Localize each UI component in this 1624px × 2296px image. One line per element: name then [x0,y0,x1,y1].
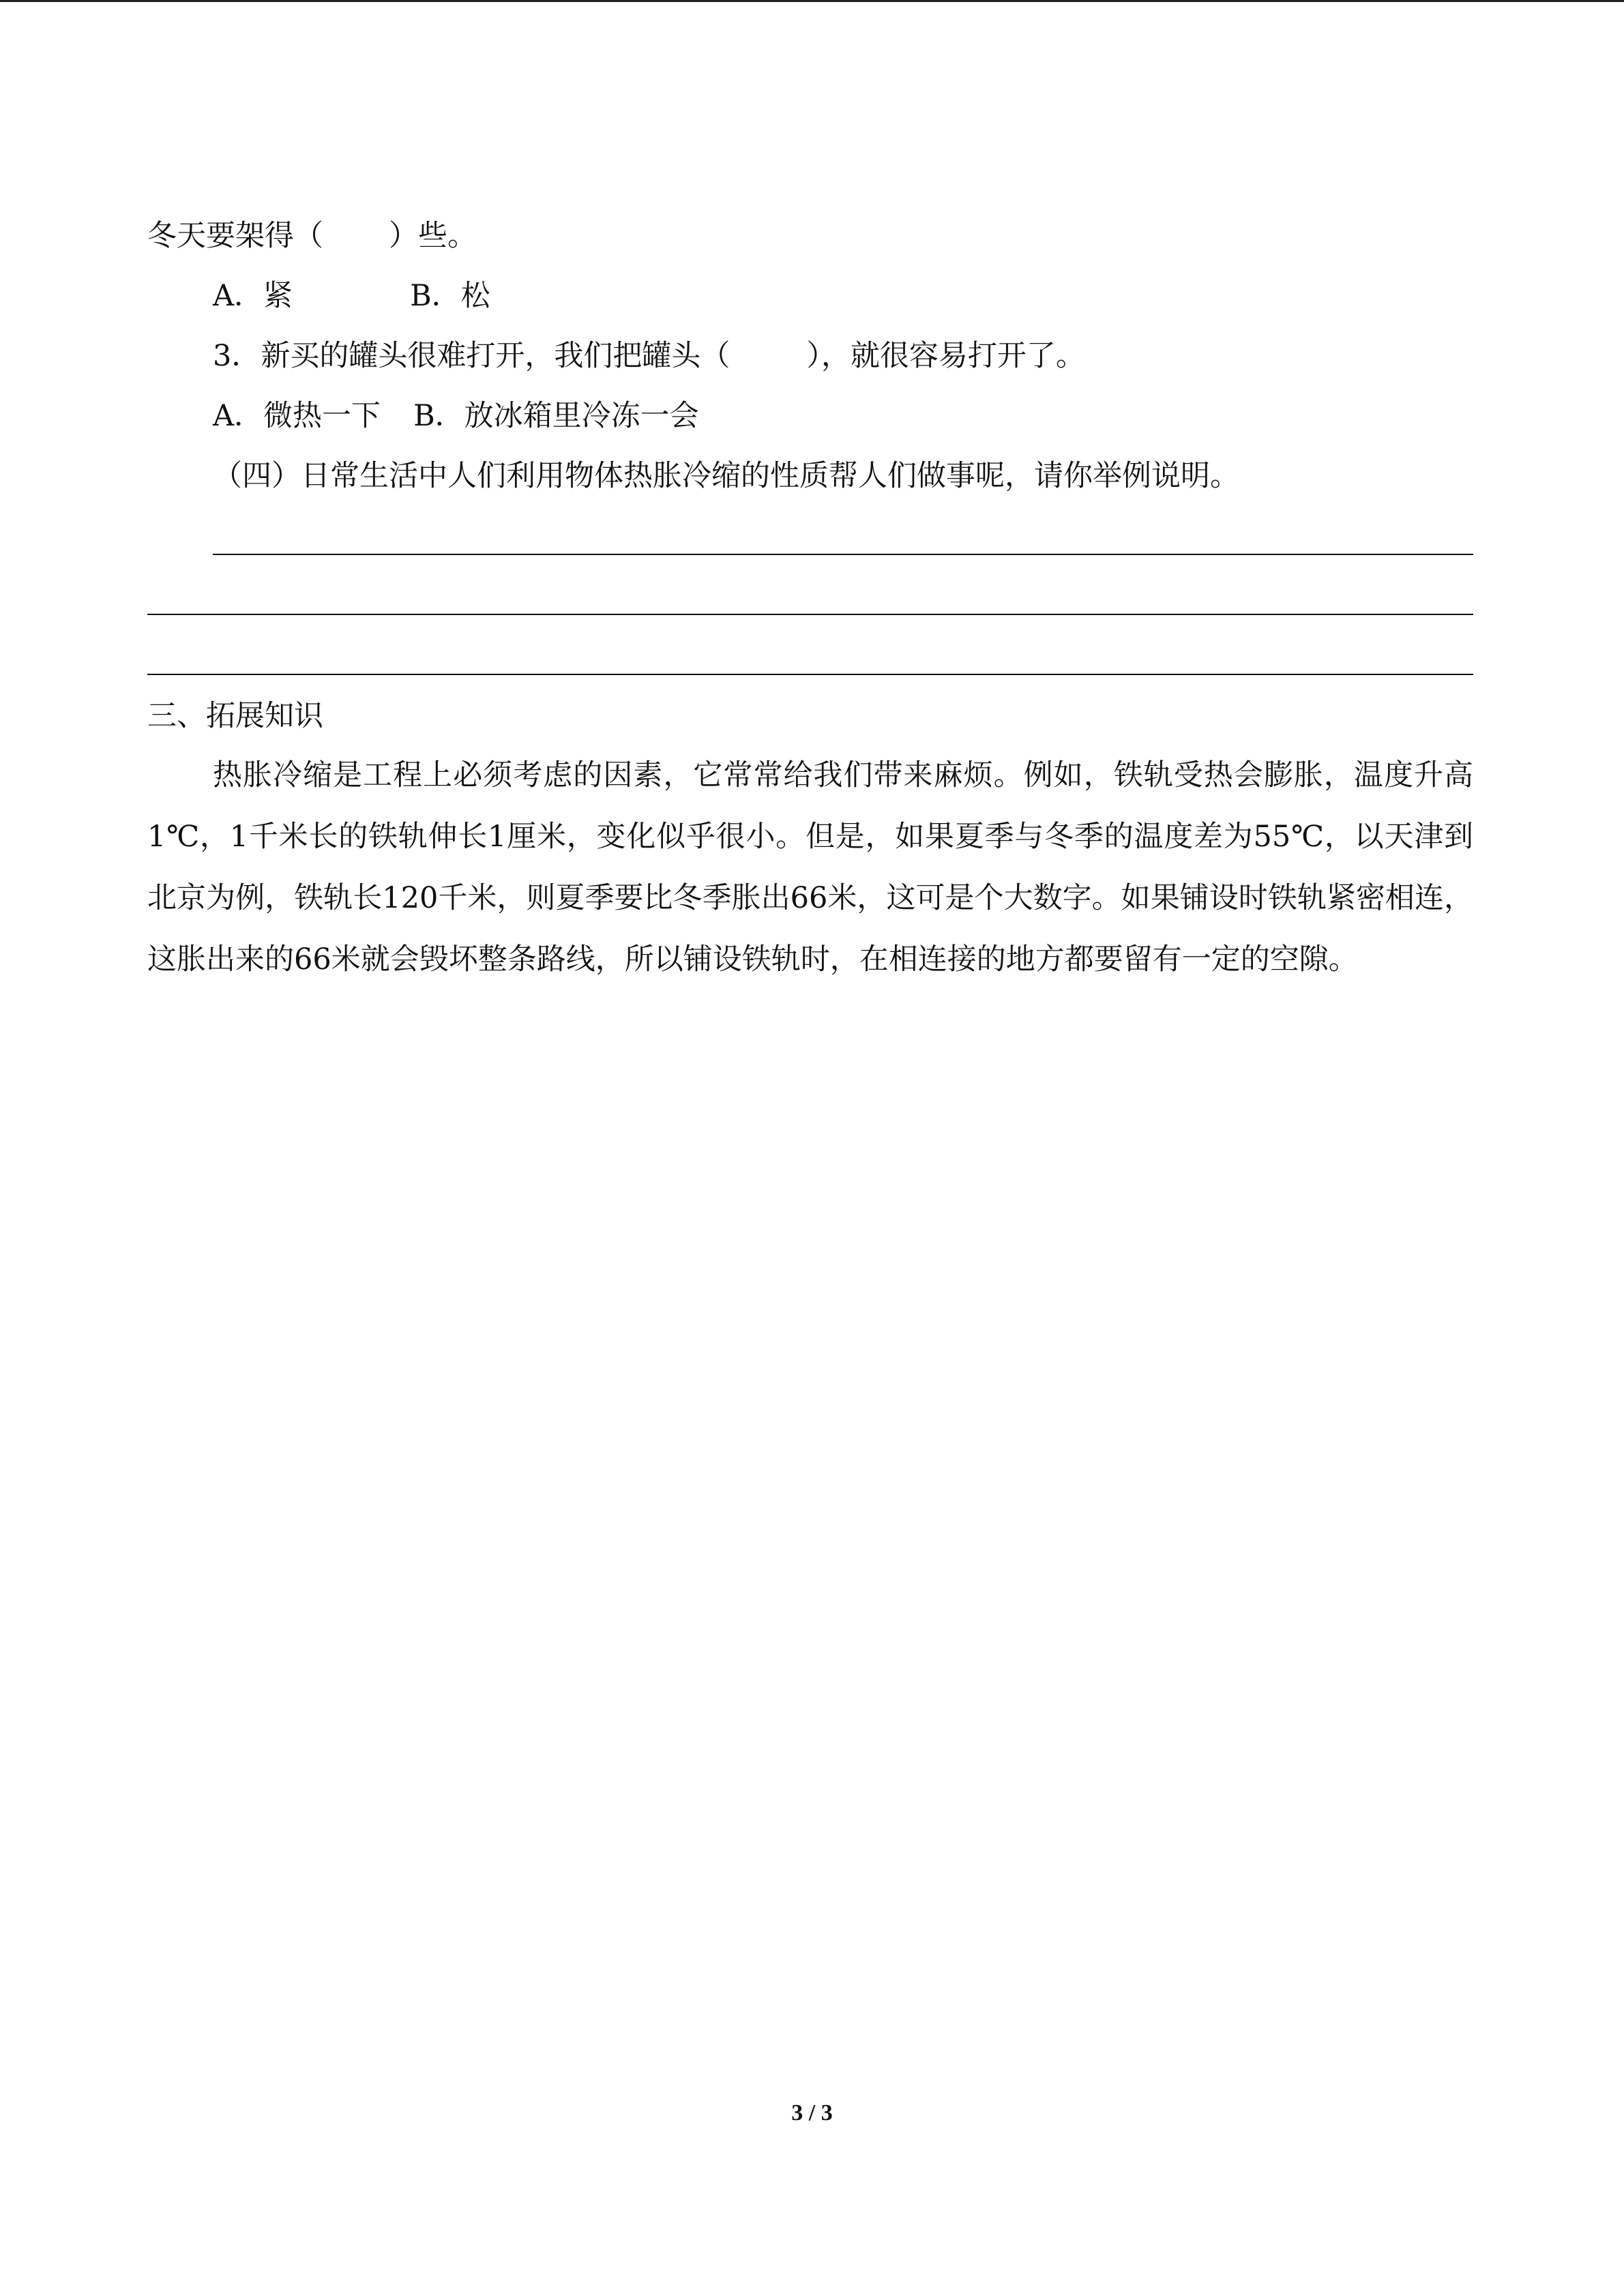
answer-line-2[interactable] [147,614,1473,615]
extension-paragraph: 热胀冷缩是工程上必须考虑的因素，它常常给我们带来麻烦。例如，铁轨受热会膨胀，温度升高1℃，1千米长的铁轨伸长1厘米，变化似乎很小。但是，如果夏季与冬季的温度差为55℃，以天津到北京为例，铁轨长120千米，则夏季要比冬季胀出66米，这可是个大数字。如果铺设时铁轨紧密相连，这胀出来的66米就会毁坏整条路线，所以铺设铁轨时，在相连接的地方都要留有一定的空隙。 [147,758,1473,976]
option-b[interactable]: B．放冰箱里冷冻一会 [413,399,699,433]
question-2-text-before: 冬天要架得（ [147,219,323,253]
question-2-text-after: ）些。 [389,219,477,253]
section-4-prompt: （四）日常生活中人们利用物体热胀冷缩的性质帮人们做事呢，请你举例说明。 [213,459,1239,493]
answer-line-1[interactable] [213,554,1473,555]
page-top-border [0,0,1624,2]
section-3-heading: 三、拓展知识 [147,699,323,733]
question-3-stem [213,336,1085,376]
question-2-continuation [147,215,477,256]
question-2-options [213,275,490,316]
question-3-text-before: 3．新买的罐头很难打开，我们把罐头（ [213,339,730,373]
page-number: 3 / 3 [791,2100,833,2126]
option-a[interactable]: A．微热一下 [213,399,381,433]
option-a[interactable]: A．紧 [213,279,293,313]
answer-line-3[interactable] [147,674,1473,675]
option-b[interactable]: B．松 [410,279,490,313]
question-3-text-after: ），就很容易打开了。 [806,339,1085,373]
question-3-options [213,396,699,436]
